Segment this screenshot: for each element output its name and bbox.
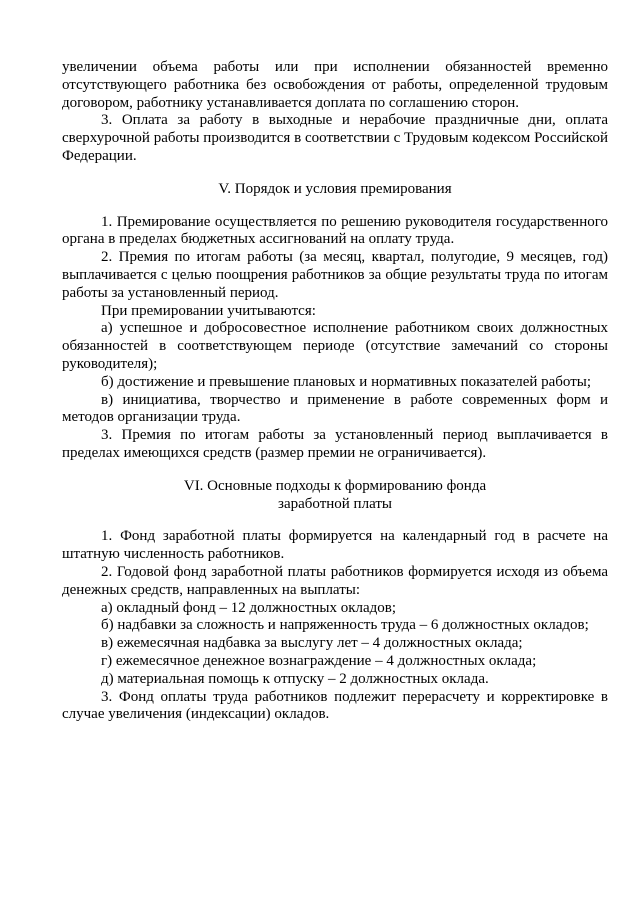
section-heading-line: VI. Основные подходы к формированию фонда [183,477,487,494]
section-heading-v: V. Порядок и условия премирования [218,180,452,197]
section-heading-vi [62,478,608,514]
list-item: в) ежемесячная надбавка за выслугу лет – 4 должностных оклада; [101,635,523,652]
list-item: б) надбавки за сложность и напряженность труда – 6 должностных окладов; [101,617,589,634]
paragraph-continuation: увеличении объема работы или при исполнении обязанностей временно отсутствующего работника без освобождения от работы, определенной трудовым договором, работнику устанавливается доплата по соглашению сторон. [62,59,608,111]
list-item: б) достижение и превышение плановых и нормативных показателей работы; [101,373,592,390]
paragraph: 2. Премия по итогам работы (за месяц, квартал, полугодие, 9 месяцев, год) выплачивается с целью поощрения работников за общие результаты труда по итогам работы за установленный период. [62,249,608,301]
list-item: д) материальная помощь к отпуску – 2 должностных оклада. [101,670,489,687]
paragraph: 1. Фонд заработной платы формируется на календарный год в расчете на штатную численность работников. [62,528,608,563]
paragraph: 1. Премирование осуществляется по решению руководителя государственного органа в пределах бюджетных ассигнований на оплату труда. [62,213,608,248]
list-item: а) успешное и добросовестное исполнение работником своих должностных обязанностей в соответствующем периоде (отсутствие замечаний со стороны руководителя); [62,320,608,372]
paragraph: 3. Фонд оплаты труда работников подлежит перерасчету и корректировке в случае увеличения (индексации) окладов. [62,688,608,723]
list-item: в) инициатива, творчество и применение в работе современных форм и методов организации труда. [62,391,608,426]
list-item: а) окладный фонд – 12 должностных окладов; [101,599,397,616]
list-item: г) ежемесячное денежное вознаграждение – 4 должностных оклада; [101,652,537,669]
paragraph: 3. Премия по итогам работы за установленный период выплачивается в пределах имеющихся средств (размер премии не ограничивается). [62,427,608,461]
paragraph: 2. Годовой фонд заработной платы работников формируется исходя из объема денежных средств, направленных на выплаты: [62,563,608,598]
paragraph: При премировании учитываются: [101,302,316,319]
paragraph: 3. Оплата за работу в выходные и нерабочие праздничные дни, оплата сверхурочной работы производится в соответствии с Трудовым кодексом Российской Федерации. [62,112,608,164]
section-heading-line: заработной платы [278,495,392,512]
